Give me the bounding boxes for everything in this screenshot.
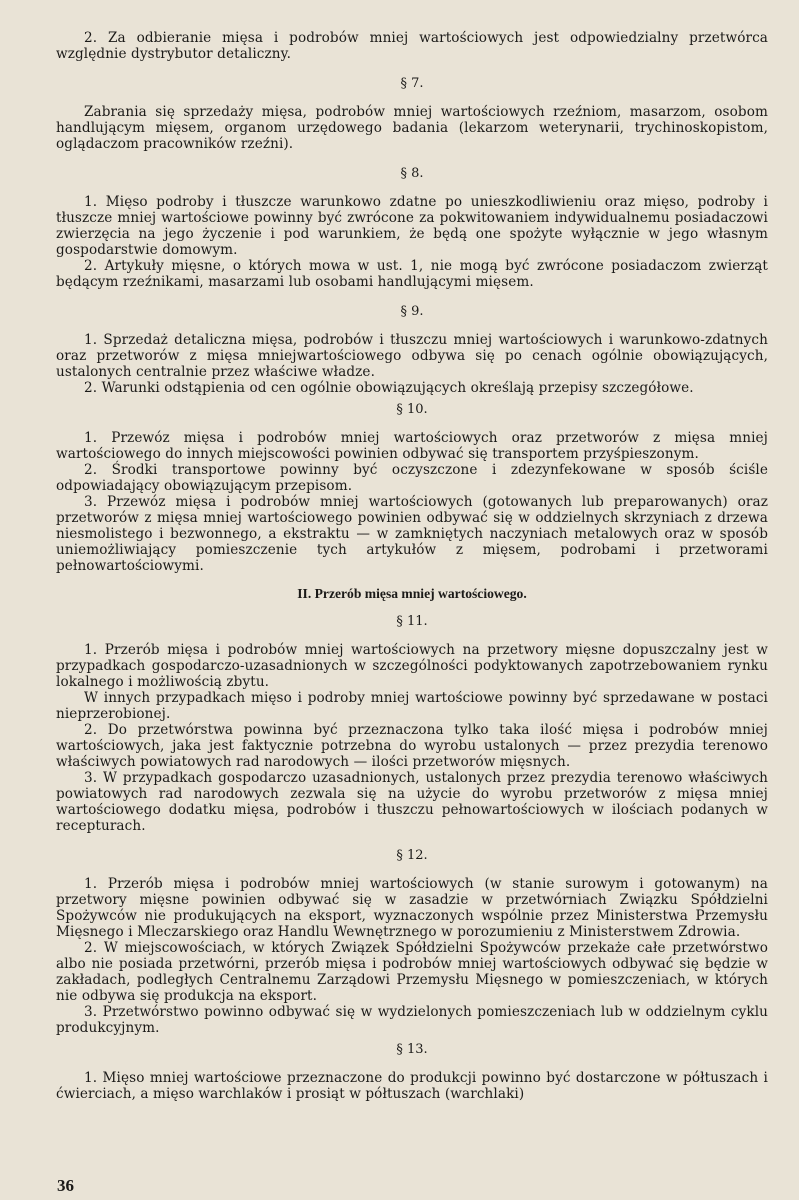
section-heading-8: § 8. [400, 166, 424, 181]
section-10-body [56, 430, 768, 574]
paragraph: 2. Za odbieranie mięsa i podrobów mniej wartościowych jest odpowiedzialny przetwórca względnie dystrybutor detaliczny. [56, 30, 768, 62]
section-11-body [56, 642, 768, 834]
document-page [56, 30, 768, 1102]
paragraph: 1. Mięso mniej wartościowe przeznaczone do produkcji powinno być dostarczone w półtuszach i ćwierciach, a mięso warchlaków i prosiąt w półtuszach (warchlaki) [56, 1070, 768, 1102]
section-heading-9: § 9. [400, 304, 424, 319]
section-heading-7: § 7. [400, 76, 424, 91]
section-heading-12: § 12. [396, 848, 428, 863]
paragraph: 1. Przerób mięsa i podrobów mniej wartościowych (w stanie surowym i gotowanym) na przetwory mięsne powinien odbywać się w zasadzie w przetwórniach Związku Spółdzielni Spożywców nie produkujących na eksport, wyznaczonych wspólnie przez Ministerstwa Przemysłu Mięsnego i Mleczarskiego oraz Handlu Wewnętrznego w porozumieniu z Ministerstwem Zdrowia. [56, 876, 768, 940]
chapter-heading: II. Przerób mięsa mniej wartościowego. [297, 586, 527, 601]
paragraph: 2. Środki transportowe powinny być oczyszczone i zdezynfekowane w sposób ściśle odpowiadający obowiązującym przepisom. [56, 462, 768, 494]
paragraph: W innych przypadkach mięso i podroby mniej wartościowe powinny być sprzedawane w postaci nieprzerobionej. [56, 690, 768, 722]
section-heading-13: § 13. [396, 1042, 428, 1057]
section-7-body [56, 104, 768, 152]
paragraph: 2. Do przetwórstwa powinna być przeznaczona tylko taka ilość mięsa i podrobów mniej wartościowych, jaka jest faktycznie potrzebna do wyrobu ustalonych — przez prezydia terenowo właściwych powiatowych rad narodowych — ilości przetworów mięsnych. [56, 722, 768, 770]
paragraph: 2. Warunki odstąpienia od cen ogólnie obowiązujących określają przepisy szczegółowe. [84, 380, 694, 396]
section-heading-10: § 10. [396, 402, 428, 417]
paragraph: 1. Mięso podroby i tłuszcze warunkowo zdatne po unieszkodliwieniu oraz mięso, podroby i tłuszcze mniej wartościowe powinny być zwrócone za pokwitowaniem indywidualnemu posiadaczowi zwierzęcia na jego życzenie i pod warunkiem, że będą one spożyte wyłącznie w jego własnym gospodarstwie domowym. [56, 194, 768, 258]
section-8-body [56, 194, 768, 290]
paragraph: 3. W przypadkach gospodarczo uzasadnionych, ustalonych przez prezydia terenowo właściwych powiatowych rad narodowych zezwala się na użycie do wyrobu przetworów z mięsa mniej wartościowego dodatku mięsa, podrobów i tłuszczu pełnowartościowych w ilościach podanych w recepturach. [56, 770, 768, 834]
paragraph-block [56, 30, 768, 62]
paragraph: 3. Przewóz mięsa i podrobów mniej wartościowych (gotowanych lub preparowanych) oraz przetworów z mięsa mniej wartościowego powinien odbywać się w oddzielnych skrzyniach z drzewa niesmolistego i bezwonnego, a ekstraktu — w zamkniętych naczyniach metalowych oraz w sposób uniemożliwiający pomieszczenie tych artykułów z mięsem, podrobami i przetworami pełnowartościowymi. [56, 494, 768, 574]
section-13-body [56, 1070, 768, 1102]
page-number: 36 [57, 1176, 74, 1195]
paragraph: 1. Przewóz mięsa i podrobów mniej wartościowych oraz przetworów z mięsa mniej wartościowego do innych miejscowości powinien odbywać się transportem przyśpieszonym. [56, 430, 768, 462]
section-9-body [56, 332, 768, 396]
section-12-body [56, 876, 768, 1036]
paragraph: 3. Przetwórstwo powinno odbywać się w wydzielonych pomieszczeniach lub w oddzielnym cyklu produkcyjnym. [56, 1004, 768, 1036]
section-heading-11: § 11. [396, 614, 428, 629]
paragraph: 1. Przerób mięsa i podrobów mniej wartościowych na przetwory mięsne dopuszczalny jest w przypadkach gospodarczo-uzasadnionych w szczególności podyktowanych zapotrzebowaniem rynku lokalnego i możliwością zbytu. [56, 642, 768, 690]
paragraph: Zabrania się sprzedaży mięsa, podrobów mniej wartościowych rzeźniom, masarzom, osobom handlującym mięsem, organom urzędowego badania (lekarzom weterynarii, trychinoskopistom, oglądaczom pracowników rzeźni). [56, 104, 768, 152]
paragraph: 2. W miejscowościach, w których Związek Spółdzielni Spożywców przekaże całe przetwórstwo albo nie posiada przetwórni, przerób mięsa i podrobów mniej wartościowych odbywać się będzie w zakładach, podległych Centralnemu Zarządowi Przemysłu Mięsnego w pomieszczeniach, w których nie odbywa się produkcja na eksport. [56, 940, 768, 1004]
paragraph: 1. Sprzedaż detaliczna mięsa, podrobów i tłuszczu mniej wartościowych i warunkowo-zdatnych oraz przetworów z mięsa mniejwartościowego odbywa się po cenach ogólnie obowiązujących, ustalonych centralnie przez właściwe władze. [56, 332, 768, 380]
paragraph: 2. Artykuły mięsne, o których mowa w ust. 1, nie mogą być zwrócone posiadaczom zwierząt będącym rzeźnikami, masarzami lub osobami handlującymi mięsem. [56, 258, 768, 290]
